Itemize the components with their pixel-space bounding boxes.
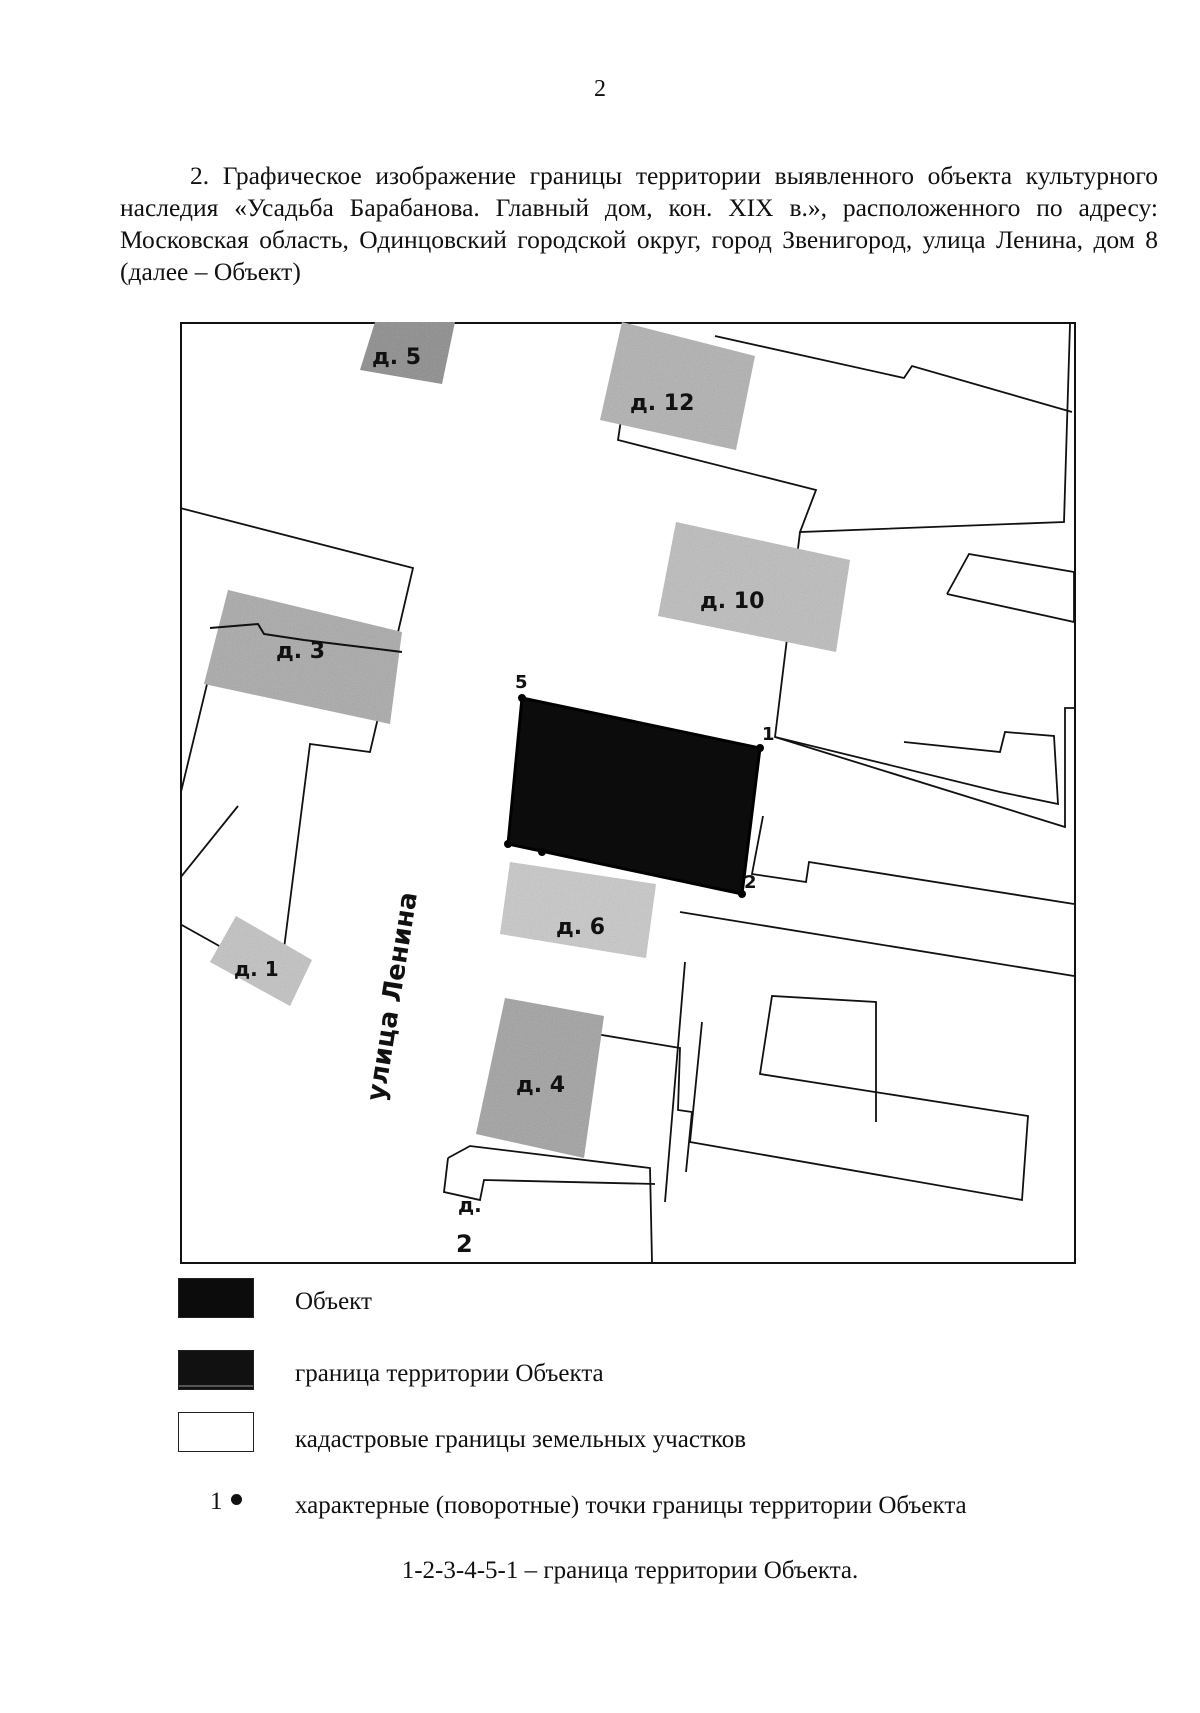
legend-label-object: Объект — [295, 1288, 372, 1315]
cadastral-map — [180, 322, 1076, 1264]
legend-label-points: характерные (поворотные) точки границы территории Объекта — [295, 1492, 967, 1519]
legend-row-points — [0, 1488, 1200, 1538]
point-label-1: 1 — [762, 724, 775, 745]
label-d4: д. 4 — [516, 1073, 566, 1098]
label-d2-line1: д. — [458, 1193, 482, 1217]
label-d10: д. 10 — [700, 589, 765, 614]
boundary-summary: 1-2-3-4-5-1 – граница территории Объекта. — [401, 1557, 859, 1584]
page-number: 2 — [594, 76, 606, 102]
street-label: улица Ленина — [361, 889, 424, 1104]
legend-row-boundary — [0, 1350, 1200, 1400]
boundary-point-1 — [756, 744, 764, 752]
label-d6: д. 6 — [556, 915, 606, 940]
label-d1: д. 1 — [234, 957, 279, 981]
boundary-point-3 — [538, 848, 546, 856]
legend-swatch-boundary — [178, 1350, 254, 1390]
label-d2-line2: 2 — [456, 1230, 473, 1258]
legend-label-boundary: граница территории Объекта — [295, 1360, 604, 1387]
legend-point-key — [210, 1488, 242, 1516]
label-d12: д. 12 — [630, 391, 695, 416]
label-d5: д. 5 — [372, 345, 422, 370]
legend-point-number: 1 — [210, 1488, 223, 1515]
intro-paragraph: 2. Графическое изображение границы территории выявленного объекта культурного наследия «Усадьба Барабанова. Главный дом, кон. XIX в.», расположенного по адресу: Московская область, Одинцовский городской округ, город Звенигород, улица Ленина, дом 8 (далее – Объект) — [120, 161, 1158, 286]
legend-row-object — [0, 1278, 1200, 1328]
legend-row-cadastral — [0, 1412, 1200, 1462]
legend-swatch-object — [178, 1278, 254, 1318]
label-d3: д. 3 — [276, 639, 326, 664]
boundary-point-4 — [504, 840, 512, 848]
legend-swatch-cadastral — [178, 1412, 254, 1452]
boundary-point-5 — [518, 694, 526, 702]
point-label-2: 2 — [744, 872, 757, 893]
legend-point-dot — [231, 1494, 242, 1505]
legend-label-cadastral: кадастровые границы земельных участков — [295, 1426, 747, 1453]
point-label-5: 5 — [515, 672, 528, 693]
